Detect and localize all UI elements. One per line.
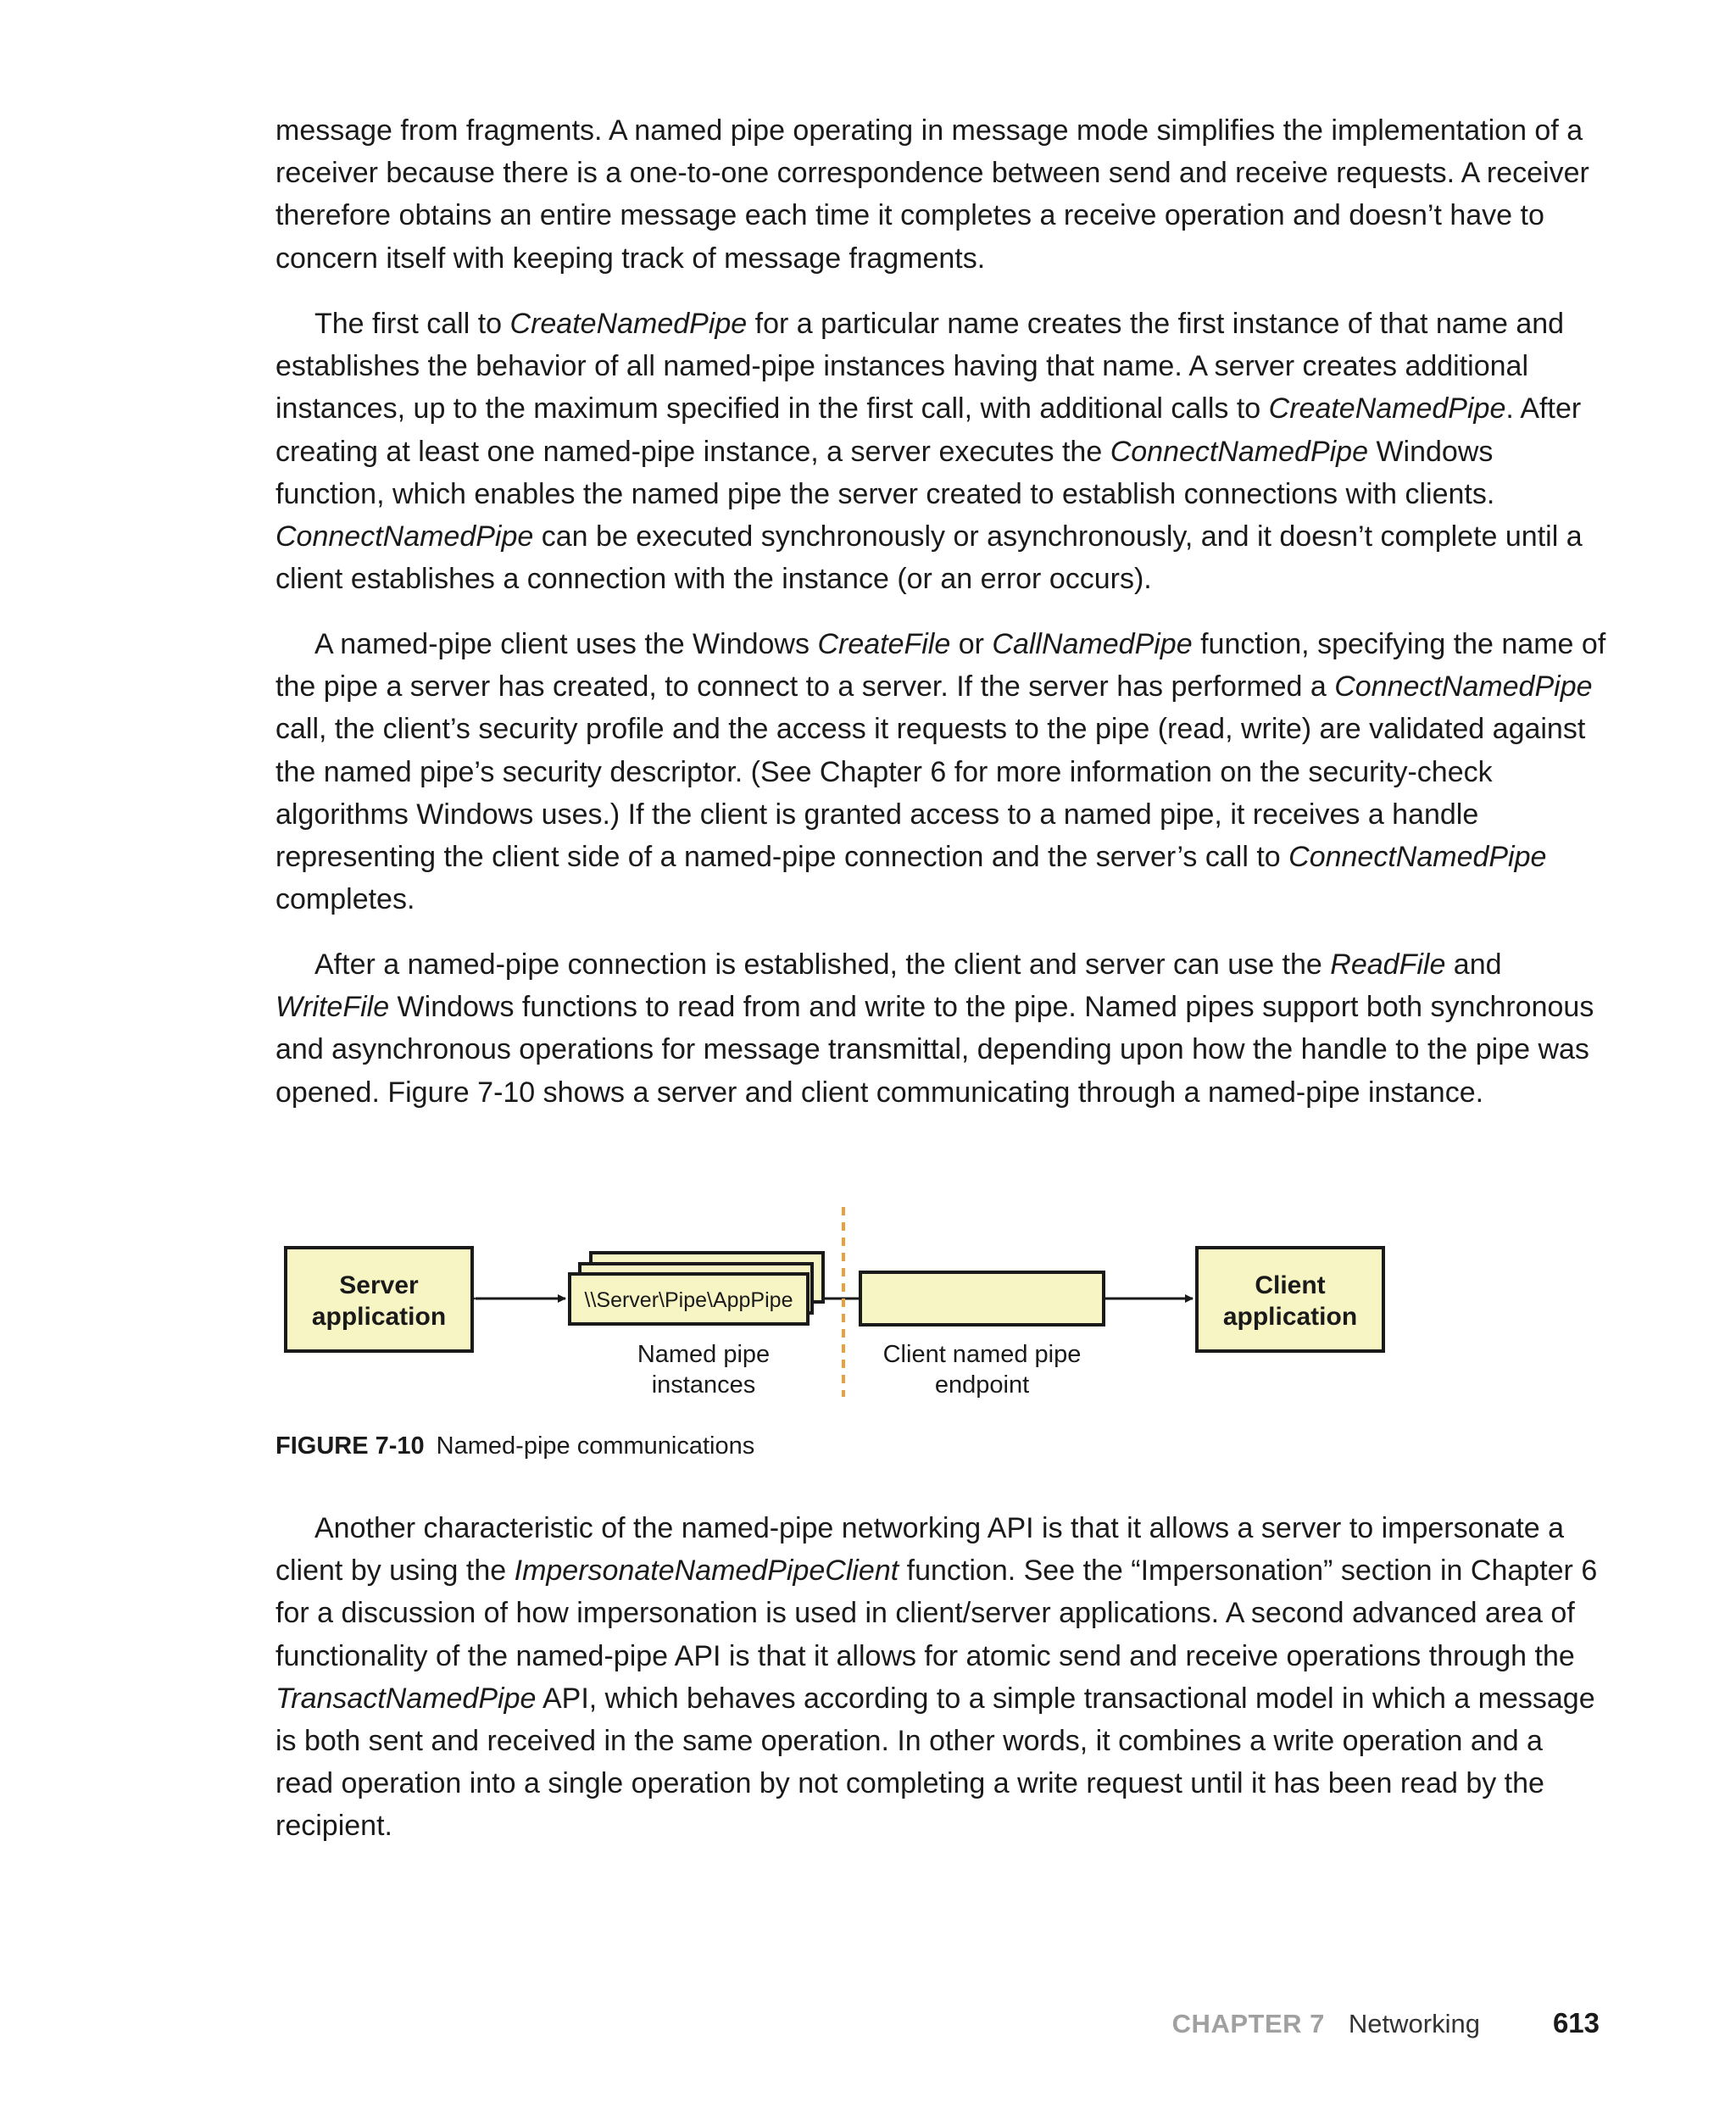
- p4-text-e: Windows functions to read from and write to the pipe. Named pipes support both synchronous and asynchronous operations for message transmittal, depending upon how the handle to the pipe was opened. Figure 7-10 shows a server and client communicating through a named-pipe instance.: [275, 991, 1594, 1109]
- named-pipe-instances-label: Named pipe instances: [637, 1341, 771, 1399]
- p2-func-connectnamedpipe-2: ConnectNamedPipe: [275, 520, 534, 553]
- figure-number: FIGURE 7-10: [275, 1432, 425, 1460]
- page-footer: [1172, 2006, 1600, 2041]
- footer-chapter: CHAPTER 7: [1171, 2009, 1325, 2038]
- p2-text-a: The first call to: [314, 308, 510, 340]
- p4-text-c: and: [1445, 948, 1502, 981]
- p4-func-writefile: WriteFile: [275, 991, 390, 1024]
- figure-caption-text: Named-pipe communications: [436, 1432, 755, 1460]
- client-application-box: [1195, 1246, 1385, 1353]
- p5-text-c: function. See the “Impersonation” section in Chapter 6 for a discussion of how impersonation is used in client/server applications. A second advanced area of functionality of the named-pipe API is that it allows for atomic send and receive operations through the: [275, 1554, 1598, 1672]
- client-endpoint-label: Client named pipe endpoint: [882, 1341, 1082, 1399]
- p5-func-transactnamedpipe: TransactNamedPipe: [275, 1682, 537, 1715]
- p2-func-connectnamedpipe: ConnectNamedPipe: [1110, 435, 1368, 468]
- figure-named-pipe-communications: [275, 1202, 1462, 1448]
- client-named-pipe-endpoint-box: [859, 1271, 1105, 1326]
- p3-func-callnamedpipe: CallNamedPipe: [992, 628, 1193, 660]
- paragraph-3: [275, 623, 1608, 920]
- p4-func-readfile: ReadFile: [1330, 948, 1446, 981]
- p4-text-a: After a named-pipe connection is established, the client and server can use the: [314, 948, 1331, 981]
- client-application-label: Client application: [1222, 1271, 1358, 1331]
- server-application-label: Server application: [311, 1271, 447, 1331]
- p2-text-e: . After creating at least one named-pipe instance, a server executes the: [275, 392, 1582, 468]
- p3-func-connectnamedpipe-2: ConnectNamedPipe: [1288, 841, 1547, 874]
- figure-caption: [275, 1431, 754, 1461]
- pipe-name-label: \\Server\Pipe\AppPipe: [584, 1288, 793, 1312]
- p2-text-c: for a particular name creates the first instance of that name and establishes the behavior of all named-pipe instances having that name. A server creates additional instances, up to the maximum specified in the first call, with additional calls to: [275, 308, 1565, 425]
- p2-text-i: can be executed synchronously or asynchronously, and it doesn’t complete until a client establishes a connection with the instance (or an error occurs).: [275, 520, 1583, 596]
- paragraph-4: [275, 943, 1608, 1114]
- p5-func-impersonatenamedpipeclient: ImpersonateNamedPipeClient: [514, 1554, 899, 1588]
- p3-func-connectnamedpipe: ConnectNamedPipe: [1334, 670, 1593, 704]
- page-number: 613: [1552, 2007, 1600, 2038]
- p3-func-createfile: CreateFile: [817, 628, 951, 660]
- p3-text-a: A named-pipe client uses the Windows: [314, 628, 818, 660]
- p5-text-e: API, which behaves according to a simple transactional model in which a message is both sent and received in the same operation. In other words, it combines a write operation and a read operation into a single operation by not completing a write request until it has been read by the recipient.: [275, 1682, 1595, 1843]
- paragraph-5: [275, 1507, 1608, 1848]
- p3-text-g: call, the client’s security profile and the access it requests to the pipe (read, write) are validated against the named pipe’s security descriptor. (See Chapter 6 for more information on the security-check algorithms Windows uses.) If the client is granted access to a named pipe, it receives a handle representing the client side of a named-pipe connection and the server’s call to: [275, 713, 1586, 874]
- p2-text-g: Windows function, which enables the named pipe the server created to establish connections with clients.: [275, 435, 1495, 510]
- p3-text-c: or: [950, 628, 993, 660]
- paragraph-2: [275, 303, 1608, 600]
- p3-text-e: function, specifying the name of the pipe a server has created, to connect to a server. If the server has performed a: [275, 628, 1606, 704]
- p2-func-createnamedpipe: CreateNamedPipe: [509, 308, 748, 340]
- server-application-box: [284, 1246, 474, 1353]
- named-pipe-instance-front: [568, 1272, 810, 1326]
- paragraph-1: [275, 109, 1608, 280]
- paragraph-1-text: message from fragments. A named pipe operating in message mode simplifies the implementation of a receiver because there is a one-to-one correspondence between send and receive requests. A receiver therefore obtains an entire message each time it completes a receive operation and doesn’t have to concern itself with keeping track of message fragments.: [275, 114, 1589, 275]
- p3-text-i: completes.: [275, 883, 415, 916]
- p5-text-a: Another characteristic of the named-pipe networking API is that it allows a server to impersonate a client by using the: [275, 1512, 1565, 1588]
- footer-section-title: Networking: [1348, 2009, 1480, 2038]
- p2-func-createnamedpipe-2: CreateNamedPipe: [1268, 392, 1506, 425]
